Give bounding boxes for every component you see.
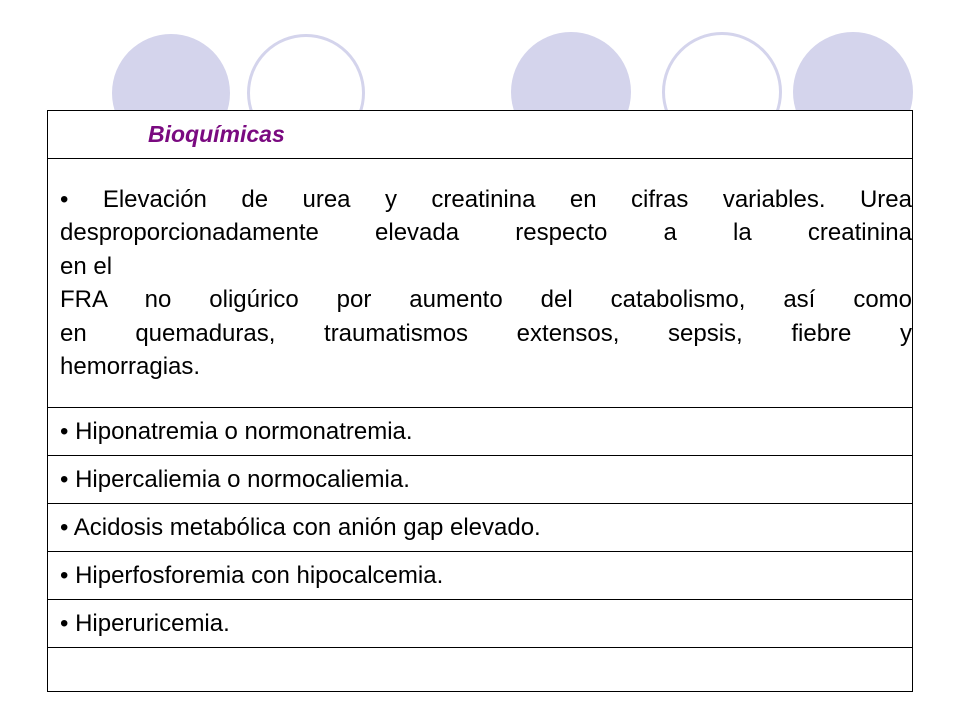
table-cell-empty — [48, 648, 913, 692]
table-cell: • Hiperuricemia. — [48, 600, 913, 648]
biochemistry-table — [47, 110, 913, 692]
table-header-row — [48, 111, 913, 159]
table-row — [48, 504, 913, 552]
table-cell: • Hiperfosforemia con hipocalcemia. — [48, 552, 913, 600]
table-row-empty — [48, 648, 913, 692]
table-row — [48, 456, 913, 504]
table-row — [48, 552, 913, 600]
main-text-line: en quemaduras, traumatismos extensos, sepsis, fiebre y — [60, 319, 912, 347]
table-row — [48, 408, 913, 456]
table-cell-main — [48, 159, 913, 408]
table-title: Bioquímicas — [148, 120, 285, 147]
main-text-line: • Elevación de urea y creatinina en cifras variables. Urea — [60, 185, 912, 213]
table-cell: • Acidosis metabólica con anión gap elevado. — [48, 504, 913, 552]
main-text-line: desproporcionadamente elevada respecto a la creatinina — [60, 219, 912, 246]
main-text-line: FRA no oligúrico por aumento del catabolismo, así como — [60, 286, 912, 313]
main-text-line: en el — [60, 252, 113, 280]
table-row — [48, 600, 913, 648]
table-cell: • Hiponatremia o normonatremia. — [48, 408, 913, 456]
table-cell: • Hipercaliemia o normocaliemia. — [48, 456, 913, 504]
table-row — [48, 159, 913, 408]
main-text-line: hemorragias. — [60, 353, 201, 380]
table-header-cell — [48, 111, 913, 159]
